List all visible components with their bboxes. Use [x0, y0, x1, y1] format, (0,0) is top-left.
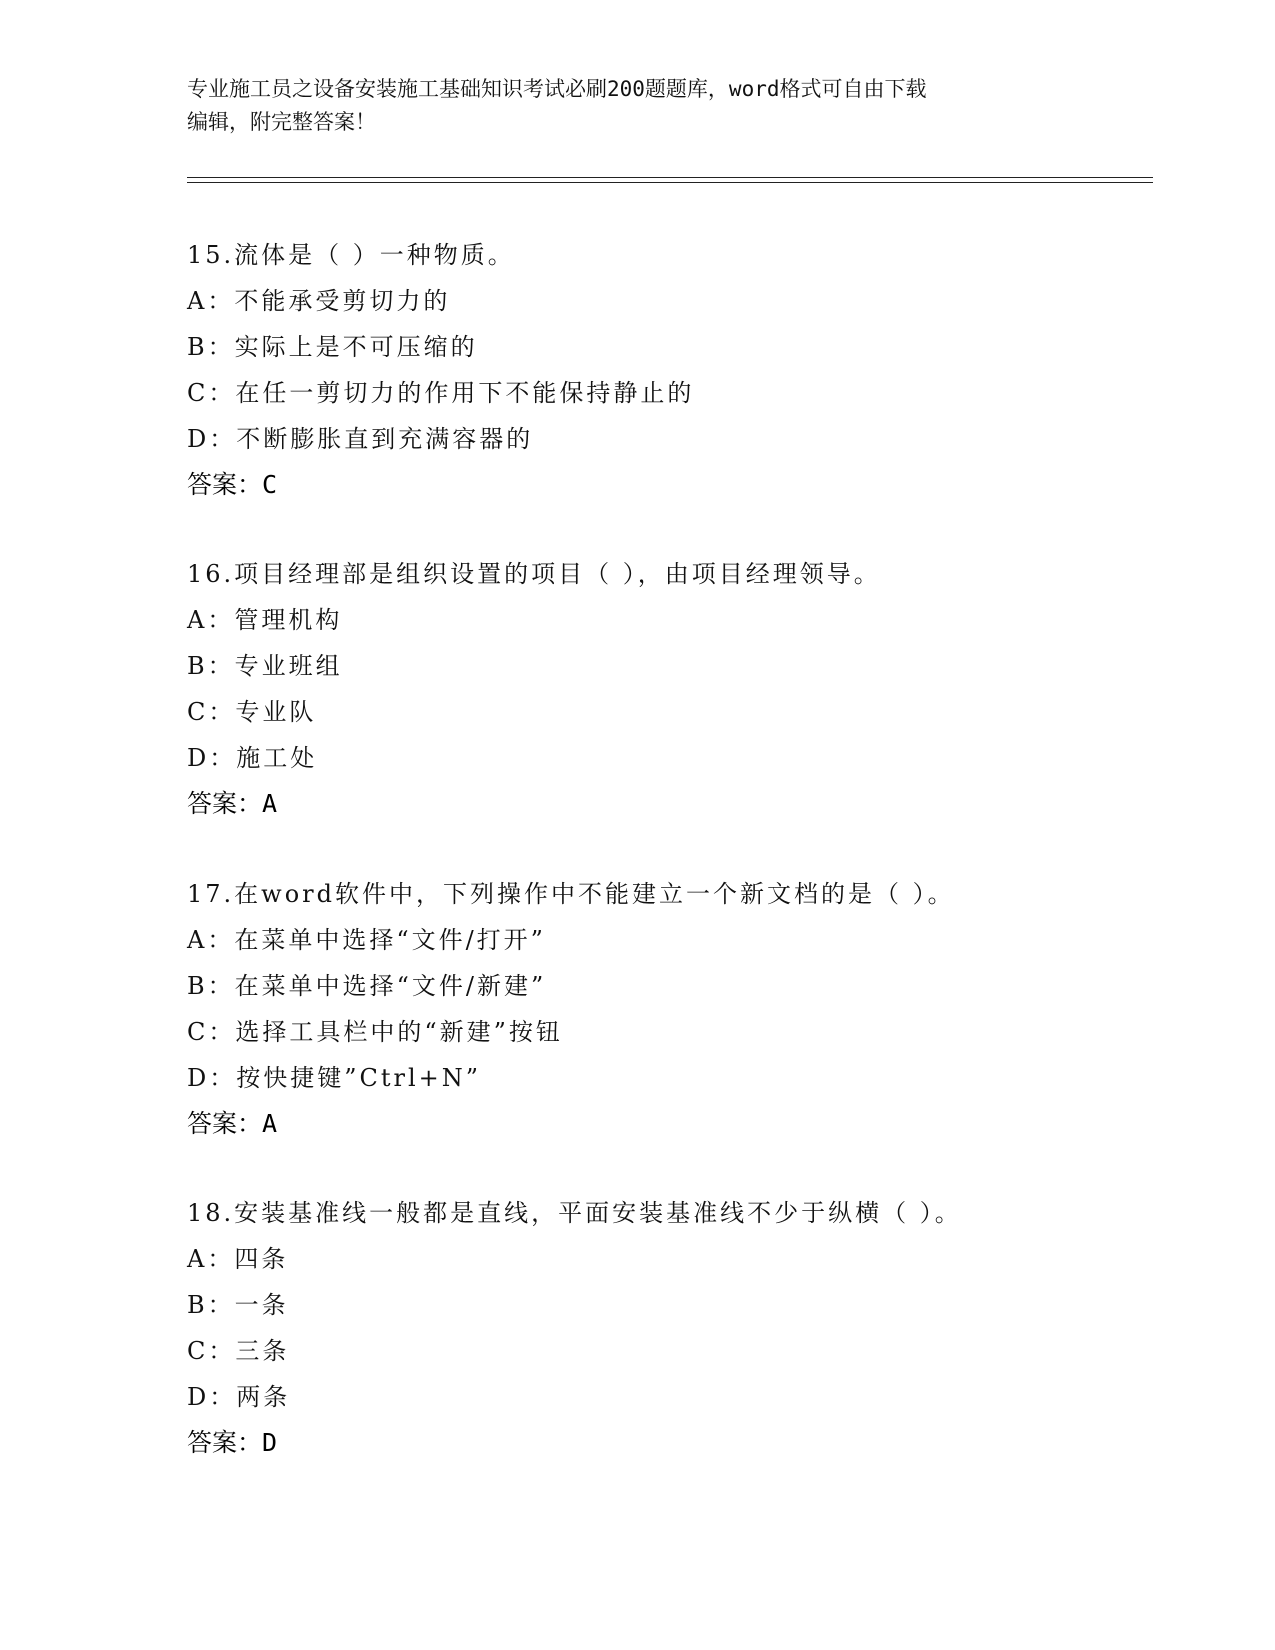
option-c: C：选择工具栏中的“新建”按钮 — [187, 1018, 563, 1046]
option-a: A：四条 — [187, 1245, 289, 1273]
question-stem: 15.流体是（ ）一种物质。 — [187, 241, 515, 269]
option-d: D：两条 — [187, 1383, 291, 1411]
header-title-line-1: 专业施工员之设备安装施工基础知识考试必刷200题题库，word格式可自由下载 — [187, 77, 927, 101]
option-c: C：专业队 — [187, 698, 317, 726]
question-15 — [187, 232, 1167, 508]
option-a: A：管理机构 — [187, 606, 343, 634]
option-b: B：专业班组 — [187, 652, 343, 680]
question-stem: 16.项目经理部是组织设置的项目（ ），由项目经理领导。 — [187, 560, 881, 588]
header-title-line-2: 编辑，附完整答案！ — [187, 110, 376, 134]
option-a: A：在菜单中选择“文件/打开” — [187, 926, 546, 954]
question-18 — [187, 1190, 1167, 1466]
question-17 — [187, 871, 1167, 1147]
header-divider-bottom — [187, 182, 1153, 183]
option-b: B：实际上是不可压缩的 — [187, 333, 478, 361]
option-c: C：三条 — [187, 1337, 290, 1365]
question-stem: 18.安装基准线一般都是直线，平面安装基准线不少于纵横（ ）。 — [187, 1199, 962, 1227]
option-a: A：不能承受剪切力的 — [187, 287, 451, 315]
header-divider-top — [187, 177, 1153, 178]
option-b: B：一条 — [187, 1291, 289, 1319]
document-header — [187, 73, 1087, 139]
answer-line: 答案：A — [187, 1109, 278, 1138]
answer-line: 答案：D — [187, 1428, 278, 1457]
option-d: D：施工处 — [187, 744, 318, 772]
option-c: C：在任一剪切力的作用下不能保持静止的 — [187, 379, 695, 407]
answer-line: 答案：C — [187, 470, 278, 499]
question-stem: 17.在word软件中，下列操作中不能建立一个新文档的是（ ）。 — [187, 880, 955, 908]
option-d: D：按快捷键”Ctrl+N” — [187, 1064, 482, 1092]
question-16 — [187, 551, 1167, 827]
option-d: D：不断膨胀直到充满容器的 — [187, 425, 534, 453]
answer-line: 答案：A — [187, 789, 278, 818]
option-b: B：在菜单中选择“文件/新建” — [187, 972, 547, 1000]
